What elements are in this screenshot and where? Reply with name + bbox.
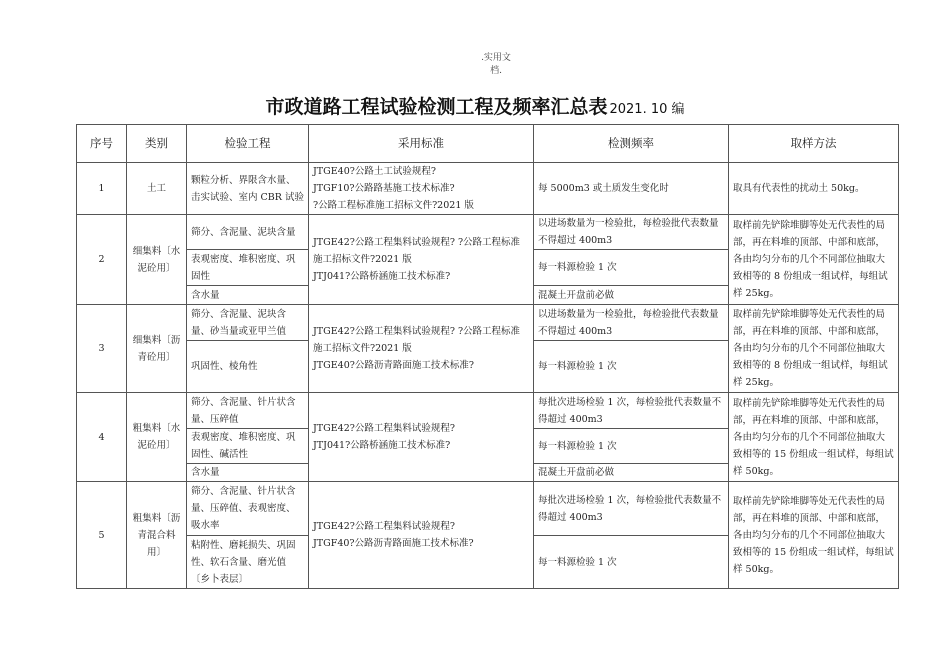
frequency-table — [76, 124, 899, 589]
row-category: 细集料〔水泥砼用〕 — [127, 215, 187, 305]
header-category: 类别 — [127, 125, 187, 163]
row-standard: JTGE42?公路工程集料试验规程? ?公路工程标准施工招标文件?2021 版 JTJ041?公路桥涵施工技术标准? — [309, 215, 534, 305]
table-row — [77, 393, 899, 429]
header-sampling: 取样方法 — [729, 125, 899, 163]
row-item: 含水量 — [187, 464, 309, 482]
row-standard: JTGE42?公路工程集料试验规程? JTGF40?公路沥青路面施工技术标准? — [309, 482, 534, 589]
row-frequency: 每批次进场检验 1 次，每检验批代表数量不得超过 400m3 — [534, 393, 729, 429]
row-sampling: 取样前先铲除堆脚等处无代表性的局部，再在料堆的顶部、中部和底部，各由均匀分布的几个不同部位抽取大致相等的 8 份组成一组试样，每组试样 25kg。 — [729, 215, 899, 305]
row-frequency: 以进场数量为一检验批，每检验批代表数量不得超过 400m3 — [534, 215, 729, 250]
row-frequency: 每一料源检验 1 次 — [534, 536, 729, 589]
row-item: 筛分、含泥量、泥块含量、砂当量或亚甲兰值 — [187, 305, 309, 341]
row-category: 细集料〔沥青砼用〕 — [127, 305, 187, 393]
row-sampling: 取样前先铲除堆脚等处无代表性的局部，再在料堆的顶部、中部和底部，各由均匀分布的几个不同部位抽取大致相等的 8 份组成一组试样，每组试样 25kg。 — [729, 305, 899, 393]
row-no: 5 — [77, 482, 127, 589]
row-category: 土工 — [127, 163, 187, 215]
row-item: 巩固性、棱角性 — [187, 341, 309, 393]
row-frequency: 每一料源检验 1 次 — [534, 250, 729, 286]
title-date: 2021. 10 编 — [609, 102, 685, 117]
row-category: 粗集料〔沥青混合料用〕 — [127, 482, 187, 589]
header-items: 检验工程 — [187, 125, 309, 163]
row-frequency: 每批次进场检验 1 次，每检验批代表数量不得超过 400m3 — [534, 482, 729, 536]
row-frequency: 每一料源检验 1 次 — [534, 341, 729, 393]
header-note-line: 档. — [490, 66, 502, 76]
table-row — [77, 163, 899, 215]
row-category: 粗集料〔水泥砼用〕 — [127, 393, 187, 482]
header-standard: 采用标准 — [309, 125, 534, 163]
row-standard: JTGE40?公路土工试验规程? JTGF10?公路路基施工技术标准? ?公路工程标准施工招标文件?2021 版 — [309, 163, 534, 215]
header-note — [466, 52, 526, 78]
row-frequency: 以进场数量为一检验批，每检验批代表数量不得超过 400m3 — [534, 305, 729, 341]
row-item: 表观密度、堆积密度、巩固性、碱活性 — [187, 429, 309, 464]
row-standard: JTGE42?公路工程集料试验规程? JTJ041?公路桥涵施工技术标准? — [309, 393, 534, 482]
row-no: 2 — [77, 215, 127, 305]
header-note-line: .实用文 — [481, 53, 511, 63]
row-item: 筛分、含泥量、针片状含量、压碎值、表观密度、吸水率 — [187, 482, 309, 536]
header-frequency: 检测频率 — [534, 125, 729, 163]
row-item: 粘附性、磨耗损失、巩固性、软石含量、磨光值〔乡卜表层〕 — [187, 536, 309, 589]
table-row — [77, 305, 899, 341]
row-sampling: 取具有代表性的扰动土 50kg。 — [729, 163, 899, 215]
page-title — [0, 92, 950, 119]
row-frequency: 每一料源检验 1 次 — [534, 429, 729, 464]
row-item: 筛分、含泥量、泥块含量 — [187, 215, 309, 250]
row-item: 表观密度、堆积密度、巩固性 — [187, 250, 309, 286]
table-row — [77, 482, 899, 536]
title-text: 市政道路工程试验检测工程及频率汇总表 — [265, 96, 608, 118]
row-sampling: 取样前先铲除堆脚等处无代表性的局部，再在料堆的顶部、中部和底部，各由均匀分布的几个不同部位抽取大致相等的 15 份组成一组试样，每组试样 50kg。 — [729, 393, 899, 482]
table-header-row — [77, 125, 899, 163]
row-no: 4 — [77, 393, 127, 482]
row-standard: JTGE42?公路工程集料试验规程? ?公路工程标准施工招标文件?2021 版 JTGE40?公路沥青路面施工技术标准? — [309, 305, 534, 393]
row-item: 颗粒分析、界限含水量、击实试验、室内 CBR 试验 — [187, 163, 309, 215]
row-item: 筛分、含泥量、针片状含量、压碎值 — [187, 393, 309, 429]
row-sampling: 取样前先铲除堆脚等处无代表性的局部，再在料堆的顶部、中部和底部，各由均匀分布的几个不同部位抽取大致相等的 15 份组成一组试样，每组试样 50kg。 — [729, 482, 899, 589]
row-item: 含水量 — [187, 286, 309, 305]
row-frequency: 每 5000m3 或土质发生变化时 — [534, 163, 729, 215]
row-no: 3 — [77, 305, 127, 393]
table-row — [77, 215, 899, 250]
row-frequency: 混凝土开盘前必做 — [534, 464, 729, 482]
row-frequency: 混凝土开盘前必做 — [534, 286, 729, 305]
header-no: 序号 — [77, 125, 127, 163]
row-no: 1 — [77, 163, 127, 215]
